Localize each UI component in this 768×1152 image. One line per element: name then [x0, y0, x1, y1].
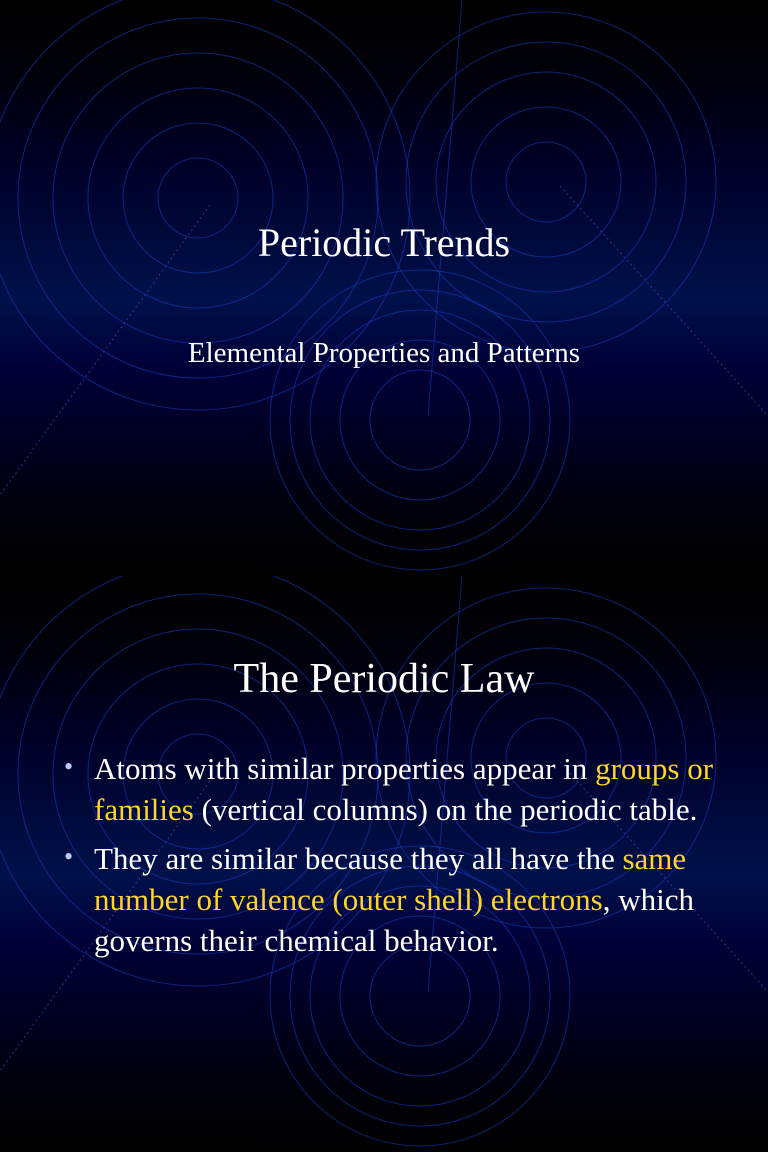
bullet-item	[64, 838, 724, 961]
bullet-text: , which governs their chemical behavior.	[94, 882, 694, 958]
slide-title: Periodic Trends	[257, 220, 511, 265]
bullet-text: Atoms with similar properties appear in	[94, 751, 596, 786]
bullet-dot-icon: •	[64, 752, 74, 781]
bullet-text: (vertical columns) on the periodic table.	[193, 792, 698, 827]
bullet-text: They are similar because they all have the	[94, 841, 623, 876]
slide-2	[0, 576, 768, 1152]
bullet-dot-icon: •	[64, 842, 74, 871]
highlighted-text: same number of valence (outer shell) electrons	[94, 841, 687, 917]
bullet-item	[64, 748, 724, 830]
bullet-list	[64, 748, 724, 969]
slide-title: The Periodic Law	[233, 656, 535, 702]
highlighted-text: groups or families	[94, 751, 714, 827]
slide-subtitle: Elemental Properties and Patterns	[187, 337, 581, 369]
